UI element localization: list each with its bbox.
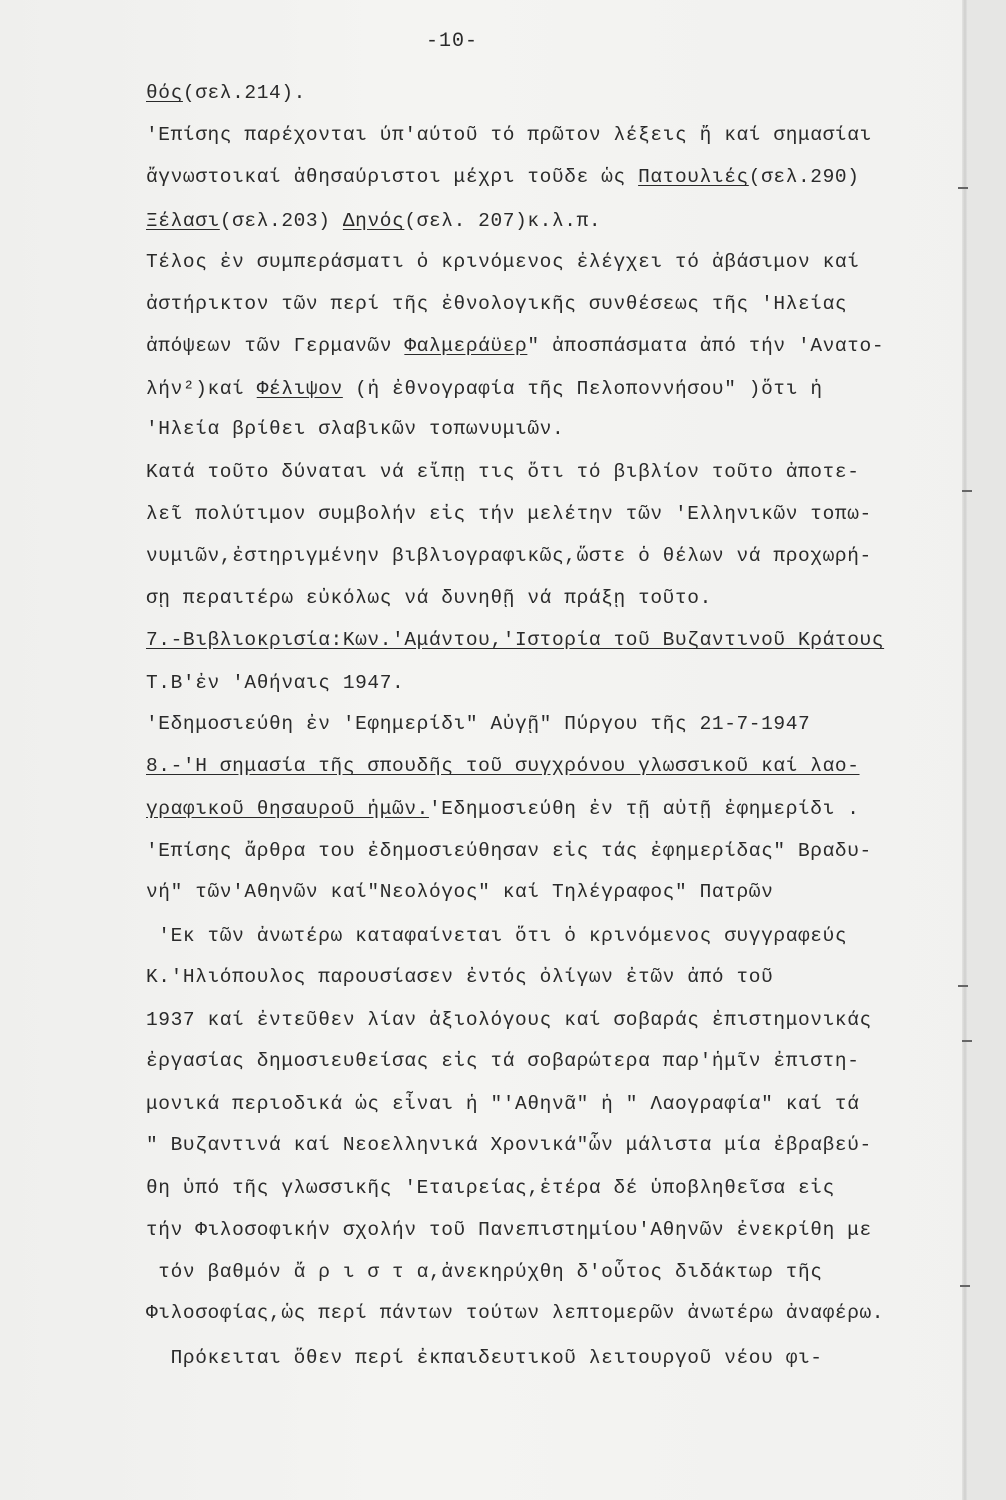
underlined-text: Φαλμεράϋερ	[404, 335, 528, 357]
text-segment: ἐργασίας δημοσιευθείσας εἰς τά σοβαρώτερα παρ'ἡμῖν ἐπιστη-	[146, 1050, 860, 1072]
text-line	[146, 629, 884, 651]
text-line	[146, 1219, 872, 1241]
text-segment: (σελ.290)	[748, 166, 860, 188]
text-segment: τόν βαθμόν ἄ ρ ι σ τ α,ἀνεκηρύχθη δ'οὗτος διδάκτωρ τῆς	[146, 1261, 823, 1283]
margin-mark	[958, 187, 968, 189]
text-line	[146, 1347, 823, 1369]
text-line	[146, 798, 860, 820]
text-segment: Τ.Β'ἐν 'Αθήναις 1947.	[146, 672, 405, 694]
text-segment: σῃ περαιτέρω εὐκόλως νά δυνηθῇ νά πράξῃ τοῦτο.	[146, 587, 712, 609]
text-line	[146, 881, 773, 903]
text-line	[146, 1093, 860, 1115]
text-line	[146, 124, 872, 146]
text-line	[146, 755, 860, 777]
text-segment: " Βυζαντινά καί Νεοελληνικά Χρονικά"ὧν μάλιστα μία ἐβραβεύ-	[146, 1134, 872, 1156]
page-edge	[962, 0, 968, 1500]
text-line	[146, 1302, 884, 1324]
text-segment: 'Εδημοσιεύθη ἐν 'Εφημερίδι" Αὐγῇ" Πύργου τῆς 21-7-1947	[146, 713, 811, 735]
text-segment: 'Επίσης παρέχονται ύπ'αύτοῦ τό πρῶτον λέξεις ἤ καί σημασίαι	[146, 124, 872, 146]
margin-mark	[960, 1285, 970, 1287]
text-line	[146, 166, 860, 188]
text-line	[146, 1009, 872, 1031]
text-line	[146, 966, 773, 988]
text-line	[146, 1134, 872, 1156]
text-line	[146, 503, 872, 525]
text-segment: (ἡ ἐθνογραφία τῆς Πελοποννήσου" )ὅτι ἡ	[342, 378, 823, 400]
underlined-text: 7.-Βιβλιοκρισία:Κων.'Αμάντου,'Ιστορία τοῦ Βυζαντινοῦ Κράτους	[146, 629, 885, 651]
text-segment: Τέλος ἐν συμπεράσματι ὁ κρινόμενος ἐλέγχει τό ἀβάσιμον καί	[146, 251, 860, 273]
underlined-text: θός	[146, 82, 183, 104]
text-segment: ἄγνωστοικαί ἀθησαύριστοι μέχρι τοῦδε ὡς	[146, 166, 639, 188]
page-number: -10-	[426, 30, 479, 53]
text-segment: Πρόκειται ὅθεν περί ἐκπαιδευτικοῦ λειτουργοῦ νέου φι-	[146, 1347, 823, 1369]
text-segment: ἀπόψεων τῶν Γερμανῶν	[146, 335, 405, 357]
text-line	[146, 672, 404, 694]
text-segment: νή" τῶν'Αθηνῶν καί"Νεολόγος" καί Τηλέγραφος" Πατρῶν	[146, 881, 774, 903]
text-line	[146, 335, 884, 357]
text-line	[146, 210, 601, 232]
page-margin-shadow	[968, 0, 1006, 1500]
text-line	[146, 925, 847, 947]
text-line	[146, 545, 872, 567]
text-line	[146, 1261, 823, 1283]
text-segment: νυμιῶν,ἐστηριγμένην βιβλιογραφικῶς,ὥστε ὁ θέλων νά προχωρή-	[146, 545, 872, 567]
text-line	[146, 378, 823, 400]
text-segment: τήν Φιλοσοφικήν σχολήν τοῦ Πανεπιστημίου'Αθηνῶν ἐνεκρίθη με	[146, 1219, 872, 1241]
text-line	[146, 293, 847, 315]
margin-mark	[962, 1040, 972, 1042]
underlined-text: Φέλιψον	[256, 378, 343, 400]
text-segment: 'Επίσης ἄρθρα του ἐδημοσιεύθησαν εἰς τάς ἐφημερίδας" Βραδυ-	[146, 840, 872, 862]
text-segment: (σελ.214).	[182, 82, 306, 104]
text-segment: λήν²)καί	[146, 378, 257, 400]
margin-mark	[962, 490, 972, 492]
text-segment: 'Εδημοσιεύθη ἐν τῇ αὐτῇ ἐφημερίδι .	[428, 798, 860, 820]
text-line	[146, 82, 306, 104]
underlined-text: Δηνός	[342, 210, 405, 232]
text-line	[146, 418, 564, 440]
text-line	[146, 587, 712, 609]
text-segment: Κατά τοῦτο δύναται νά εἴπῃ τις ὅτι τό βιβλίον τοῦτο ἀποτε-	[146, 461, 860, 483]
text-segment: θη ὑπό τῆς γλωσσικῆς 'Εταιρείας,ἑτέρα δέ ὑποβληθεῖσα εἰς	[146, 1177, 835, 1199]
text-segment: (σελ. 207)κ.λ.π.	[404, 210, 602, 232]
text-segment: (σελ.203)	[219, 210, 343, 232]
underlined-text: Ξέλασι	[146, 210, 220, 232]
text-segment: ἀστήρικτον τῶν περί τῆς ἐθνολογικῆς συνθέσεως τῆς 'Ηλείας	[146, 293, 848, 315]
text-segment: μονικά περιοδικά ὡς εἶναι ἡ "'Αθηνᾶ" ἡ " Λαογραφία" καί τά	[146, 1093, 860, 1115]
text-line	[146, 713, 810, 735]
underlined-text: 8.-'Η σημασία τῆς σπουδῆς τοῦ συγχρόνου γλωσσικοῦ καί λαο-	[146, 755, 860, 777]
text-line	[146, 840, 872, 862]
text-segment: Κ.'Ηλιόπουλος παρουσίασεν ἐντός ὀλίγων ἐτῶν ἀπό τοῦ	[146, 966, 774, 988]
underlined-text: Πατουλιές	[638, 166, 749, 188]
text-line	[146, 1177, 835, 1199]
text-segment: 'Εκ τῶν ἀνωτέρω καταφαίνεται ὅτι ὁ κρινόμενος συγγραφεύς	[146, 925, 848, 947]
text-line	[146, 251, 860, 273]
text-segment: λεῖ πολύτιμον συμβολήν εἰς τήν μελέτην τῶν 'Ελληνικῶν τοπω-	[146, 503, 872, 525]
text-segment: Φιλοσοφίας,ὡς περί πάντων τούτων λεπτομερῶν ἀνωτέρω ἀναφέρω.	[146, 1302, 885, 1324]
margin-mark	[958, 985, 968, 987]
underlined-text: γραφικοῦ θησαυροῦ ἡμῶν.	[146, 798, 429, 820]
text-line	[146, 1050, 860, 1072]
text-line	[146, 461, 860, 483]
text-segment: 1937 καί ἐντεῦθεν λίαν ἀξιολόγους καί σοβαράς ἐπιστημονικάς	[146, 1009, 872, 1031]
text-segment: " ἀποσπάσματα ἀπό τήν 'Ανατο-	[527, 335, 885, 357]
text-segment: 'Ηλεία βρίθει σλαβικῶν τοπωνυμιῶν.	[146, 418, 565, 440]
